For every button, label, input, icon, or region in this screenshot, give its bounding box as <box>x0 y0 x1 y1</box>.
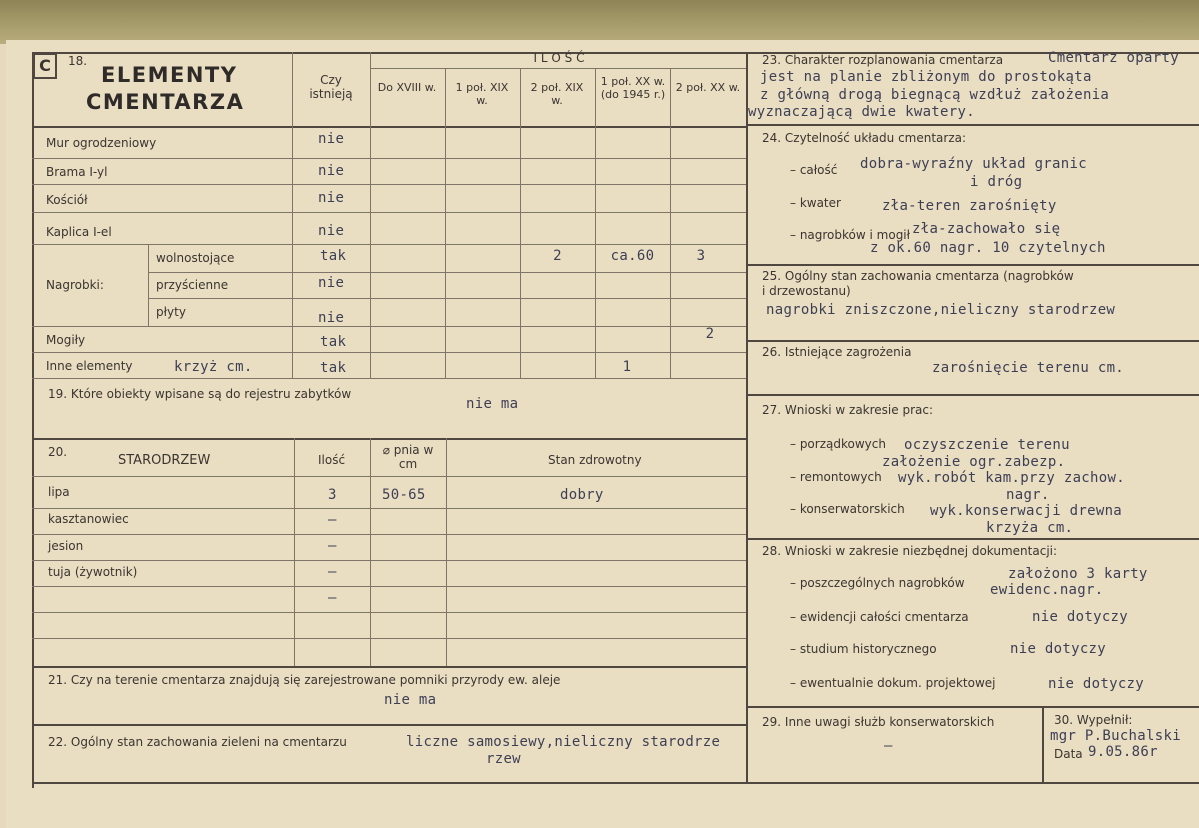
s26-value: zarośnięcie terenu cm. <box>932 360 1125 376</box>
inne-value: 1 <box>622 359 632 375</box>
rule <box>294 438 295 666</box>
nagrobki-value: nie <box>318 275 345 291</box>
tree-qty: – <box>328 564 337 580</box>
rule <box>292 52 293 378</box>
rule <box>32 352 746 353</box>
s27-p3-value-2: krzyża cm. <box>986 520 1074 536</box>
s26-label: 26. Istniejące zagrożenia <box>762 345 912 359</box>
s24-nagr-value-1: zła-zachowało się <box>912 221 1061 237</box>
nagrobki-sub-label: przyścienne <box>156 278 229 292</box>
tree-qty: 3 <box>328 487 337 503</box>
s24-calosc-value-1: dobra-wyraźny układ granic <box>860 156 1087 172</box>
rule <box>32 476 746 477</box>
rule <box>148 244 149 326</box>
rule <box>32 638 746 639</box>
row-label: Brama I-yl <box>46 165 108 179</box>
tree-diameter: 50-65 <box>382 487 426 503</box>
rule <box>446 438 447 666</box>
s24-calosc-label: – całość <box>790 163 838 177</box>
s20-col-pnia: ⌀ pnia w cm <box>382 443 434 471</box>
rule <box>32 438 746 440</box>
row-value: nie <box>318 163 345 179</box>
s23-line-2: jest na planie zbliżonym do prostokąta <box>760 69 1092 85</box>
s20-col-ilosc: Ilość <box>318 453 346 467</box>
row-value: nie <box>318 190 345 206</box>
rule <box>32 586 746 587</box>
ilosc-header: I L O Ś Ć <box>533 51 585 65</box>
s23-label: 23. Charakter rozplanowania cmentarza <box>762 53 1004 67</box>
nagrobki-sub-label: wolnostojące <box>156 251 235 265</box>
s28-p3-value: nie dotyczy <box>1010 641 1107 657</box>
mogily-value: 2 <box>705 326 715 342</box>
s27-p1-value-2: założenie ogr.zabezp. <box>882 454 1066 470</box>
rule <box>370 68 746 69</box>
tree-qty: – <box>328 512 337 528</box>
col-header-4: 1 poł. XX w. (do 1945 r.) <box>600 75 666 101</box>
s28-p3-label: – studium historycznego <box>790 642 937 656</box>
mogily-value: tak <box>320 334 347 350</box>
nagrobki-label: Nagrobki: <box>46 278 104 292</box>
col-czy-header: Czy istnieją <box>309 73 353 101</box>
s21-value: nie ma <box>384 692 437 708</box>
s27-p3-value-1: wyk.konserwacji drewna <box>930 503 1123 519</box>
tree-qty: – <box>328 538 337 554</box>
s24-nagr-label: – nagrobków i mogił <box>790 228 911 242</box>
s19-label: 19. Które obiekty wpisane są do rejestru zabytków <box>48 387 352 401</box>
s24-calosc-value-2: i dróg <box>970 174 1023 190</box>
s28-p2-label: – ewidencji całości cmentarza <box>790 610 969 624</box>
s19-value: nie ma <box>466 396 519 412</box>
s27-label: 27. Wnioski w zakresie prac: <box>762 403 934 417</box>
s22-value-2: rzew <box>486 751 521 767</box>
rule <box>746 124 1199 126</box>
s28-p4-label: – ewentualnie dokum. projektowej <box>790 676 996 690</box>
s28-label: 28. Wnioski w zakresie niezbędnej dokumentacji: <box>762 544 1058 558</box>
s22-label: 22. Ogólny stan zachowania zieleni na cmentarzu <box>48 735 347 749</box>
s27-p2-value-2: nagr. <box>1006 487 1050 503</box>
col-header-5: 2 poł. XX w. <box>675 81 741 94</box>
s29-value: — <box>884 738 893 754</box>
card-letter: C <box>39 56 51 75</box>
rule <box>746 706 1199 708</box>
mogily-label: Mogiły <box>46 333 86 347</box>
binder-strip <box>0 0 1199 44</box>
s28-p2-value: nie dotyczy <box>1032 609 1129 625</box>
s28-p1-value-2: ewidenc.nagr. <box>990 582 1104 598</box>
rule <box>370 438 371 666</box>
s23-line-4: wyznaczającą dwie kwatery. <box>748 104 975 120</box>
rule <box>32 184 746 185</box>
s25-label-1: 25. Ogólny stan zachowania cmentarza (nagrobków <box>762 269 1074 283</box>
s30-label: 30. Wypełnił: <box>1054 713 1133 727</box>
rule <box>32 126 746 128</box>
rule <box>520 68 521 378</box>
s23-line-1: Cmentarz oparty <box>1048 50 1179 66</box>
nagrobki-value: 3 <box>696 248 706 264</box>
rule <box>32 666 746 668</box>
nagrobki-value: nie <box>318 310 345 326</box>
row-value: nie <box>318 131 345 147</box>
rule <box>32 724 746 726</box>
s24-kwater-label: – kwater <box>790 196 841 210</box>
rule <box>32 534 746 535</box>
tree-condition: dobry <box>560 487 604 503</box>
rule <box>32 326 746 327</box>
rule <box>1042 706 1044 782</box>
rule <box>746 340 1199 342</box>
s27-p2-value-1: wyk.robót kam.przy zachow. <box>898 470 1125 486</box>
tree-name: jesion <box>48 539 84 553</box>
card-letter-box <box>33 53 57 79</box>
row-label: Mur ogrodzeniowy <box>46 136 157 150</box>
s25-label-2: i drzewostanu) <box>762 284 851 298</box>
s23-line-3: z główną drogą biegnącą wzdłuż założenia <box>760 87 1110 103</box>
s24-kwater-value: zła-teren zarośnięty <box>882 198 1057 214</box>
s20-title: STARODRZEW <box>118 453 211 468</box>
rule <box>746 538 1199 540</box>
section-number: 18. <box>68 54 88 68</box>
s25-value: nagrobki zniszczone,nieliczny starodrzew <box>766 302 1116 318</box>
nagrobki-value: 2 <box>553 248 562 264</box>
rule <box>32 378 746 379</box>
nagrobki-value: ca.60 <box>610 248 655 264</box>
tree-name: tuja (żywotnik) <box>48 565 138 579</box>
col-header-2: 1 poł. XIX w. <box>455 81 509 107</box>
s22-value-1: liczne samosiewy,nieliczny starodrze <box>406 734 721 750</box>
nagrobki-value: tak <box>320 248 347 264</box>
s30-date-value: 9.05.86r <box>1088 744 1158 760</box>
rule <box>746 264 1199 266</box>
rule <box>148 298 746 299</box>
nagrobki-sub-label: płyty <box>156 305 186 319</box>
s27-p1-label: – porządkowych <box>790 437 886 451</box>
s27-p3-label: – konserwatorskich <box>790 502 905 516</box>
rule <box>32 508 746 509</box>
col-header-3: 2 poł. XIX w. <box>530 81 584 107</box>
s20-number: 20. <box>48 445 68 459</box>
rule <box>595 68 596 378</box>
rule <box>32 158 746 159</box>
s29-label: 29. Inne uwagi służb konserwatorskich <box>762 715 995 729</box>
rule <box>148 272 746 273</box>
inne-typed: krzyż cm. <box>174 359 253 375</box>
s30-name: mgr P.Buchalski <box>1050 728 1181 744</box>
rule-mid <box>746 52 748 782</box>
s20-col-stan: Stan zdrowotny <box>548 453 642 467</box>
tree-qty: – <box>328 590 337 606</box>
rule <box>445 68 446 378</box>
title-line-2: CMENTARZA <box>86 90 245 114</box>
rule-bottom <box>32 782 1199 784</box>
s28-p4-value: nie dotyczy <box>1048 676 1145 692</box>
tree-name: lipa <box>48 485 70 499</box>
s27-p1-value-1: oczyszczenie terenu <box>904 437 1070 453</box>
inne-value: tak <box>320 360 347 376</box>
col-header-1: Do XVIII w. <box>377 81 437 94</box>
s28-p1-value-1: założono 3 karty <box>1008 566 1148 582</box>
title-line-1: ELEMENTY <box>101 63 238 87</box>
inne-label: Inne elementy <box>46 359 133 373</box>
s24-nagr-value-2: z ok.60 nagr. 10 czytelnych <box>870 240 1106 256</box>
row-label: Kaplica I-el <box>46 225 112 239</box>
rule <box>32 212 746 213</box>
s27-p2-label: – remontowych <box>790 470 882 484</box>
s30-date-label: Data <box>1054 747 1083 761</box>
s24-label: 24. Czytelność układu cmentarza: <box>762 131 967 145</box>
rule <box>370 52 371 378</box>
tree-name: kasztanowiec <box>48 512 129 526</box>
row-label: Kościół <box>46 193 88 207</box>
row-value: nie <box>318 223 345 239</box>
rule-left <box>32 52 34 788</box>
rule <box>32 244 746 245</box>
s21-label: 21. Czy na terenie cmentarza znajdują się zarejestrowane pomniki przyrody ew. aleje <box>48 673 561 687</box>
s28-p1-label: – poszczególnych nagrobków <box>790 576 965 590</box>
rule <box>32 612 746 613</box>
rule <box>32 560 746 561</box>
rule <box>746 394 1199 396</box>
